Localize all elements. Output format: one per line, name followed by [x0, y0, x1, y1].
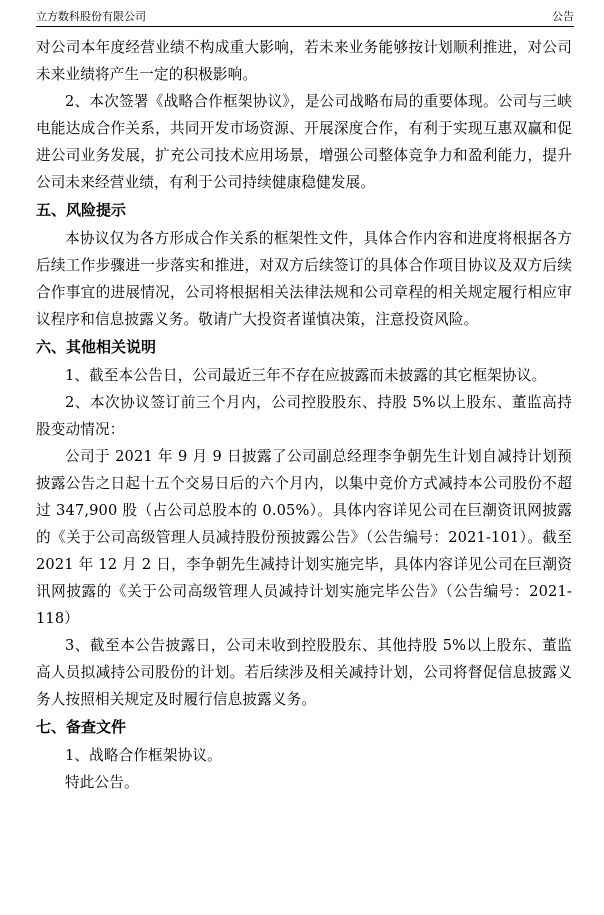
document-type: 公告	[552, 10, 574, 23]
section-6-shareholding-detail: 公司于 2021 年 9 月 9 日披露了公司副总经理李争朝先生计划自减持计划预披露公告之日起十五个交易日后的六个月内，以集中竞价方式减持本公司股份不超过 347,900 股（占公司总股本的 0.05%）。具体内容详见公司在巨潮资讯网披露的《关于公司高级管理人员减持股份预披露公告》（公告编号：2021-101）。截至 2021 年 12 月 2 日，李争朝先生减持计划实施完毕，具体内容详见公司在巨潮资讯网披露的《关于公司高级管理人员减持计划实施完毕公告》（公告编号：2021-118）	[36, 448, 572, 627]
company-name: 立方数科股份有限公司	[36, 10, 146, 23]
section-6-item-2: 2、本次协议签订前三个月内，公司控股股东、持股 5%以上股东、董监高持股变动情况：	[36, 394, 572, 438]
section-7-item-1: 1、战略合作框架协议。	[65, 747, 222, 764]
section-5-heading: 五、风险提示	[36, 201, 127, 219]
section-6-heading: 六、其他相关说明	[36, 338, 157, 356]
section-6-item-3: 3、截至本公告披露日，公司未收到控股股东、其他持股 5%以上股东、董监高人员拟减持公司股份的计划。若后续涉及相关减持计划，公司将督促信息披露义务人按照相关规定及时履行信息披露义务。	[36, 637, 572, 708]
paragraph-item-2: 2、本次签署《战略合作框架协议》，是公司战略布局的重要体现。公司与三峡电能达成合作关系，共同开发市场资源、开展深度合作，有利于实现互惠双赢和促进公司业务发展，扩充公司技术应用场景，增强公司整体竞争力和盈利能力，提升公司未来经营业绩，有利于公司持续健康稳健发展。	[36, 93, 572, 191]
document-body	[36, 34, 572, 796]
closing-statement: 特此公告。	[65, 774, 139, 791]
page-header	[36, 6, 574, 27]
section-5-paragraph: 本协议仅为各方形成合作关系的框架性文件，具体合作内容和进度将根据各方后续工作步骤进一步落实和推进，对双方后续签订的具体合作项目协议及双方后续合作事宜的进展情况，公司将根据相关法律法规和公司章程的相关规定履行相应审议程序和信息披露义务。敬请广大投资者谨慎决策，注意投资风险。	[36, 230, 572, 328]
section-6-item-1: 1、截至本公告日，公司最近三年不存在应披露而未披露的其它框架协议。	[65, 367, 547, 384]
section-7-heading: 七、备查文件	[36, 718, 127, 736]
paragraph-intro: 对公司本年度经营业绩不构成重大影响，若未来业务能够按计划顺利推进，对公司未来业绩将产生一定的积极影响。	[36, 39, 572, 83]
